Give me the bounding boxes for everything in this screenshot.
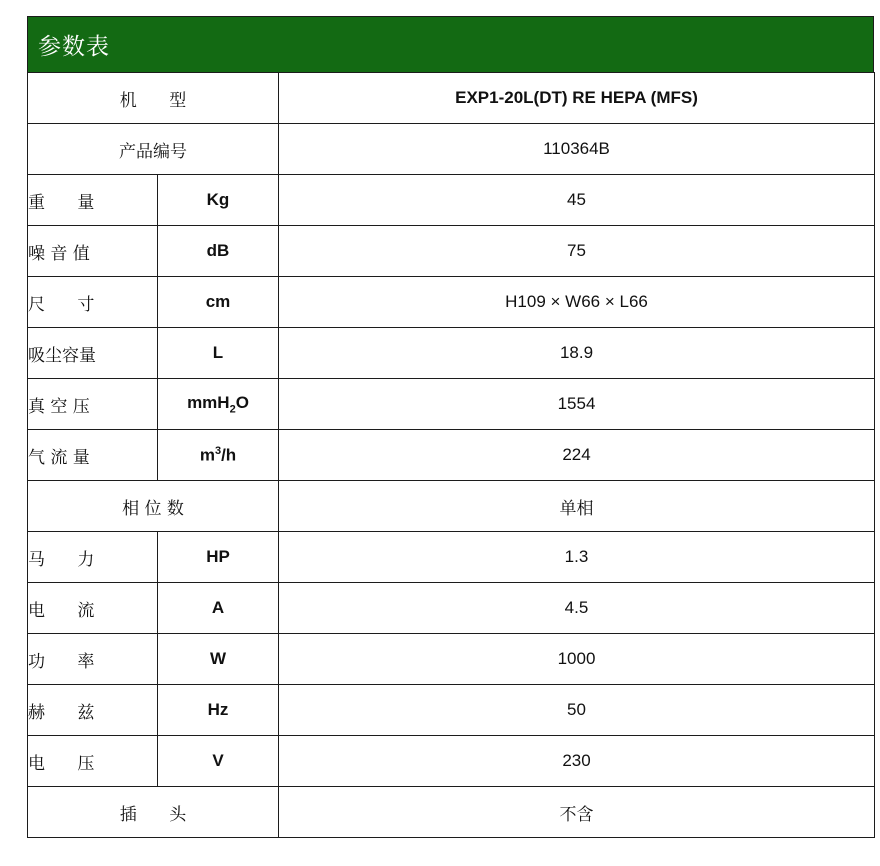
table-row [28,583,875,634]
table-row [28,379,875,430]
table-header-bar [27,16,874,72]
row-value-noise: 75 [279,226,875,277]
table-row [28,532,875,583]
table-row [28,634,875,685]
row-label-voltage: 电 压 [28,736,158,787]
table-row [28,430,875,481]
row-value-capacity: 18.9 [279,328,875,379]
row-label-weight: 重 量 [28,175,158,226]
row-unit-capacity: L [158,328,279,379]
row-unit-voltage: V [158,736,279,787]
table-row [28,481,875,532]
row-value-airflow: 224 [279,430,875,481]
row-unit-power: W [158,634,279,685]
row-value-voltage: 230 [279,736,875,787]
row-unit-frequency: Hz [158,685,279,736]
row-label-capacity: 吸尘容量 [28,328,158,379]
table-row [28,685,875,736]
table-row [28,73,875,124]
table-title: 参数表 [38,34,110,60]
spec-sheet [27,16,874,838]
row-label-noise: 噪 音 值 [28,226,158,277]
row-value-current: 4.5 [279,583,875,634]
row-value-weight: 45 [279,175,875,226]
table-row [28,328,875,379]
row-value-size: H109 × W66 × L66 [279,277,875,328]
row-unit-airflow: $m^3/h$ [158,430,279,481]
row-unit-noise: dB [158,226,279,277]
row-label-power: 功 率 [28,634,158,685]
row-value-vacuum: 1554 [279,379,875,430]
row-label-size: 尺 寸 [28,277,158,328]
row-value-power: 1000 [279,634,875,685]
row-value-horsepower: 1.3 [279,532,875,583]
row-value-product-code: 110364B [279,124,875,175]
table-row [28,736,875,787]
row-label-frequency: 赫 兹 [28,685,158,736]
row-label-model: 机 型 [28,73,279,124]
row-label-horsepower: 马 力 [28,532,158,583]
row-value-model: EXP1-20L(DT) RE HEPA (MFS) [279,73,875,124]
row-label-phase: 相 位 数 [28,481,279,532]
table-row [28,787,875,838]
row-label-current: 电 流 [28,583,158,634]
row-label-vacuum: 真 空 压 [28,379,158,430]
row-unit-vacuum: mmH$_2$O [158,379,279,430]
table-row [28,226,875,277]
row-value-frequency: 50 [279,685,875,736]
row-unit-horsepower: HP [158,532,279,583]
row-label-product-code: 产品编号 [28,124,279,175]
table-row [28,277,875,328]
row-unit-weight: Kg [158,175,279,226]
row-value-phase: 单相 [279,481,875,532]
row-unit-current: A [158,583,279,634]
table-row [28,175,875,226]
row-unit-size: cm [158,277,279,328]
row-value-plug: 不含 [279,787,875,838]
row-label-airflow: 气 流 量 [28,430,158,481]
spec-table [27,72,875,838]
table-row [28,124,875,175]
row-label-plug: 插 头 [28,787,279,838]
